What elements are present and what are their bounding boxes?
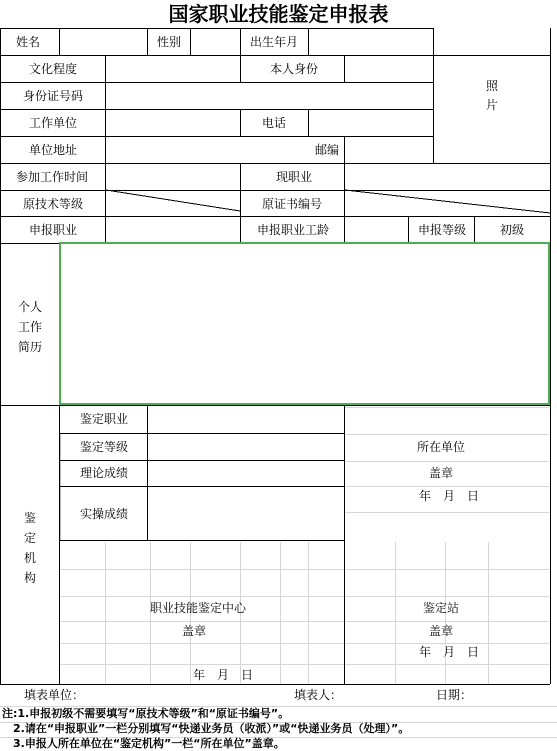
label-theory-score: 理论成绩 [80, 466, 129, 480]
label-photo-2: 片 [486, 98, 499, 112]
label-location-unit: 所在单位 [417, 440, 466, 454]
apply-grade-value: 初级 [500, 223, 525, 237]
label-center-date: 年 月 日 [193, 668, 254, 682]
label-original-grade: 原技术等级 [23, 197, 84, 211]
label-work-unit: 工作单位 [29, 116, 78, 130]
selected-cell-highlight [59, 242, 550, 405]
label-id-number: 身份证号码 [23, 89, 84, 103]
label-identity: 本人身份 [270, 62, 319, 76]
note-1: 注:1.申报初级不需要填写“原技术等级”和“原证书编号”。 [2, 707, 290, 720]
resume-label [17, 297, 42, 357]
label-apply-years: 申报职业工龄 [257, 223, 330, 237]
note-2: 2.请在“申报职业”一栏分别填写“快递业务员（收派）”或“快递业务员（处理）”。 [13, 722, 410, 735]
label-education: 文化程度 [29, 62, 78, 76]
resume-label-1: 个人 [17, 300, 42, 314]
org-label-1: 鉴 [23, 511, 36, 525]
label-birth: 出生年月 [250, 35, 299, 49]
label-practice-score: 实操成绩 [80, 507, 129, 521]
label-appraise-grade: 鉴定等级 [80, 440, 129, 454]
label-station-date: 年 月 日 [419, 645, 480, 659]
label-location-date: 年 月 日 [419, 489, 480, 503]
label-phone: 电话 [262, 116, 287, 130]
label-name: 姓名 [16, 35, 41, 49]
form-title: 国家职业技能鉴定申报表 [168, 2, 389, 26]
label-location-seal: 盖章 [429, 466, 454, 480]
label-station-seal: 盖章 [429, 624, 454, 638]
label-apply-job: 申报职业 [29, 223, 78, 237]
label-apply-grade: 申报等级 [418, 223, 467, 237]
label-current-job: 现职业 [276, 170, 313, 184]
resume-label-3: 简历 [17, 340, 42, 354]
org-label-3: 机 [23, 551, 36, 565]
label-unit-address: 单位地址 [29, 143, 78, 157]
label-date: 日期： [436, 688, 473, 702]
label-station: 鉴定站 [423, 601, 460, 615]
label-appraise-job: 鉴定职业 [80, 412, 129, 426]
label-fill-unit: 填表单位： [24, 688, 85, 702]
org-label-2: 定 [23, 531, 36, 545]
label-postcode: 邮编 [315, 143, 340, 157]
org-label [23, 508, 37, 588]
label-work-start: 参加工作时间 [16, 170, 89, 184]
org-label-4: 构 [23, 571, 36, 585]
resume-label-2: 工作 [17, 320, 42, 334]
label-filler: 填表人： [294, 688, 343, 702]
label-gender: 性别 [157, 35, 182, 49]
label-photo-1: 照 [486, 79, 499, 93]
label-center-seal: 盖章 [182, 624, 207, 638]
label-original-cert: 原证书编号 [262, 197, 323, 211]
note-3: 3.申报人所在单位在“鉴定机构”一栏“所在单位”盖章。 [13, 737, 285, 750]
label-center: 职业技能鉴定中心 [150, 601, 247, 615]
